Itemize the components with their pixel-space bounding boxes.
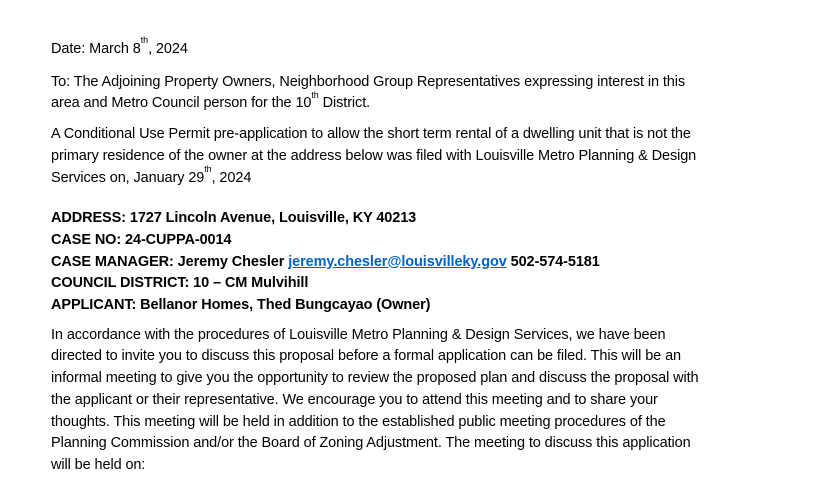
date-superscript: th	[140, 35, 149, 46]
recipient-line-1: To: The Adjoining Property Owners, Neighborhood Group Representatives expressing interest in this	[51, 73, 686, 90]
recipient-line-2-text: area and Metro Council person for the 10	[51, 95, 312, 112]
recipient-line-2-rest: District.	[318, 95, 371, 112]
case-details-block	[51, 208, 793, 317]
recipient-line-2	[51, 89, 793, 115]
meeting-line-7: will be held on:	[51, 456, 146, 473]
meeting-line-3: informal meeting to give you the opportunity to review the proposed plan and discuss the proposal with	[51, 370, 699, 387]
applicant: APPLICANT: Bellanor Homes, Thed Bungcayao (Owner)	[51, 297, 431, 314]
case-manager-phone: 502-574-5181	[506, 253, 600, 270]
meeting-line-2: directed to invite you to discuss this proposal before a formal application can be filed. This will be an	[51, 348, 682, 365]
date-line	[51, 35, 793, 61]
filing-line-3-rest: , 2024	[211, 169, 252, 186]
date-text: Date: March 8	[51, 41, 141, 57]
case-number: CASE NO: 24-CUPPA-0014	[51, 231, 232, 248]
case-manager-line	[51, 252, 793, 274]
recipient-superscript: th	[311, 89, 319, 100]
meeting-paragraph	[51, 325, 793, 477]
filing-superscript: th	[204, 163, 212, 174]
filing-paragraph	[51, 124, 793, 189]
meeting-line-4: the applicant or their representative. We encourage you to attend this meeting and to share your	[51, 391, 658, 408]
filing-line-2: primary residence of the owner at the address below was filed with Louisville Metro Planning & Design	[51, 147, 697, 164]
case-address: ADDRESS: 1727 Lincoln Avenue, Louisville, KY 40213	[51, 210, 417, 227]
case-manager-label: CASE MANAGER: Jeremy Chesler	[51, 253, 289, 270]
meeting-line-6: Planning Commission and/or the Board of Zoning Adjustment. The meeting to discuss this application	[51, 435, 691, 452]
council-district: COUNCIL DISTRICT: 10 – CM Mulvihill	[51, 275, 309, 292]
case-manager-email-link[interactable]: jeremy.chesler@louisvilleky.gov	[288, 253, 507, 270]
filing-line-1: A Conditional Use Permit pre-application to allow the short term rental of a dwelling unit that is not the	[51, 126, 691, 143]
meeting-line-5: thoughts. This meeting will be held in addition to the established public meeting procedures of the	[51, 413, 666, 430]
meeting-line-1: In accordance with the procedures of Louisville Metro Planning & Design Services, we have been	[51, 326, 666, 343]
date-rest: , 2024	[148, 41, 188, 57]
filing-line-3	[51, 163, 793, 190]
recipient-paragraph	[51, 72, 793, 115]
filing-line-3-text: Services on, January 29	[51, 169, 205, 186]
